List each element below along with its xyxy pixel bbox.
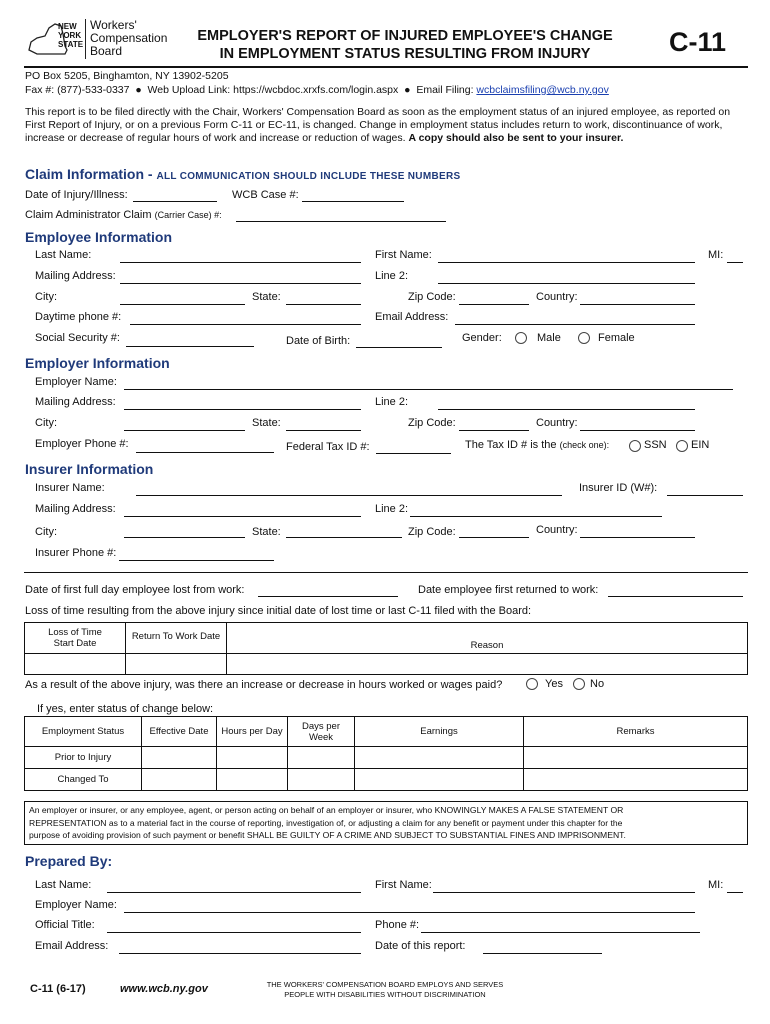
disclaimer-line: REPRESENTATION as to a material fact in the course of reporting, investigation of, or adjusting a claim for any benefit or payment under this chapter for the — [29, 817, 623, 828]
employee-phone-label: Daytime phone #: — [35, 311, 122, 323]
logo-state-line: STATE — [58, 40, 84, 49]
footer-form-code: C-11 (6-17) — [30, 983, 86, 995]
logo-state-line: YORK — [58, 31, 82, 40]
col-loss-start-line1: Loss of Time — [48, 627, 102, 638]
employer-zip-label: Zip Code: — [408, 417, 456, 429]
employee-mailing-field[interactable] — [120, 283, 361, 284]
employer-line2-field[interactable] — [438, 409, 695, 410]
employee-country-label: Country: — [536, 291, 578, 303]
insurer-mailing-field[interactable] — [124, 516, 361, 517]
employee-last-name-label: Last Name: — [35, 249, 92, 261]
employer-name-label: Employer Name: — [35, 376, 117, 388]
prior-hours-cell[interactable] — [217, 747, 288, 769]
claim-section-title — [25, 166, 460, 182]
employer-mailing-field[interactable] — [124, 409, 361, 410]
prior-effective-cell[interactable] — [142, 747, 217, 769]
employee-phone-field[interactable] — [130, 324, 361, 325]
col-earnings: Earnings — [355, 717, 524, 747]
employer-phone-field[interactable] — [136, 452, 274, 453]
employer-country-label: Country: — [536, 417, 578, 429]
insurer-phone-field[interactable] — [119, 560, 274, 561]
date-injury-label: Date of Injury/Illness: — [25, 189, 128, 201]
prepared-email-label: Email Address: — [35, 940, 109, 952]
prepared-phone-field[interactable] — [421, 932, 700, 933]
intro-bold: A copy should also be sent to your insurer. — [408, 132, 624, 144]
employee-ssn-field[interactable] — [126, 346, 254, 347]
col-days-line1: Days per — [301, 720, 340, 732]
insurer-city-field[interactable] — [124, 537, 245, 538]
tax-id-ssn-label: SSN — [644, 439, 667, 451]
row-prior-label: Prior to Injury — [25, 747, 142, 769]
insurer-phone-label: Insurer Phone #: — [35, 547, 117, 559]
change-yes-radio[interactable] — [526, 678, 538, 690]
table-row — [25, 747, 748, 769]
col-return-to-work: Return To Work Date — [126, 623, 227, 654]
employee-zip-label: Zip Code: — [408, 291, 456, 303]
upload-link[interactable]: Web Upload Link: https://wcbdoc.xrxfs.com/login.aspx — [147, 84, 399, 96]
insurer-section-title: Insurer Information — [25, 461, 154, 477]
prepared-first-name-label: First Name: — [375, 879, 432, 891]
change-yes-label: Yes — [545, 678, 563, 690]
intro-paragraph — [25, 106, 747, 145]
employer-line2-label: Line 2: — [375, 396, 409, 408]
if-yes-label: If yes, enter status of change below: — [37, 703, 214, 715]
col-days-per-week — [288, 717, 355, 747]
email-label: Email Filing: — [416, 84, 474, 96]
employer-mailing-label: Mailing Address: — [35, 396, 116, 408]
change-no-label: No — [590, 678, 605, 690]
employee-first-name-label: First Name: — [375, 249, 432, 261]
disclaimer-line: An employer or insurer, or any employee, agent, or person acting on behalf of an employer or insurer, who KNOWINGLY MAKES A FALSE STATEMENT OR — [29, 805, 624, 815]
employee-section-title: Employee Information — [25, 229, 173, 245]
check-one-text: (check one): — [559, 440, 610, 450]
insurer-country-field[interactable] — [580, 537, 695, 538]
prepared-employer-label: Employer Name: — [35, 899, 117, 911]
gender-male-radio[interactable] — [515, 332, 527, 344]
employer-phone-label: Employer Phone #: — [35, 438, 129, 450]
tax-id-ssn-radio[interactable] — [629, 440, 641, 452]
employee-mi-field[interactable] — [727, 262, 743, 263]
employee-line2-label: Line 2: — [375, 270, 409, 282]
hours-change-question: As a result of the above injury, was there an increase or decrease in hours worked or wages paid? — [25, 679, 503, 691]
row-changed-label: Changed To — [25, 769, 142, 791]
employee-line2-field[interactable] — [438, 283, 695, 284]
col-days-line2: Week — [308, 731, 334, 743]
employee-dob-field[interactable] — [356, 347, 442, 348]
bullet: ● — [135, 84, 142, 96]
prepared-mi-field[interactable] — [727, 892, 743, 893]
logo-state-line: NEW — [58, 22, 77, 31]
report-date-label: Date of this report: — [375, 940, 466, 952]
loss-of-time-text: Loss of time resulting from the above injury since initial date of lost time or last C-11 filed with the Board: — [25, 605, 532, 617]
col-employment-status: Employment Status — [25, 717, 142, 747]
employer-name-field[interactable] — [124, 389, 733, 390]
employer-fed-tax-field[interactable] — [376, 453, 451, 454]
email-filing-link[interactable]: wcbclaimsfiling@wcb.ny.gov — [476, 84, 609, 96]
tax-id-ein-label: EIN — [691, 439, 710, 451]
employee-last-name-field[interactable] — [120, 262, 361, 263]
insurer-line2-field[interactable] — [410, 516, 662, 517]
employee-state-field[interactable] — [286, 304, 361, 305]
col-hours-per-day: Hours per Day — [217, 717, 288, 747]
employee-mailing-label: Mailing Address: — [35, 270, 116, 282]
intro-text: This report is to be filed directly with the Chair, Workers' Compensation Board as soon as the employment status of an injured employee, as reported on First Report of Injury, or on a previous Form C-11 or EC-11, is changed. Change in employment status includes return to work, discontinuance of work, increase or decrease of regular hours of work and increase or reduction of wages. — [25, 106, 731, 144]
prepared-phone-label: Phone #: — [375, 919, 420, 931]
fax-number: Fax #: (877)-533-0337 — [25, 84, 130, 96]
prepared-employer-field[interactable] — [124, 912, 695, 913]
col-remarks: Remarks — [524, 717, 748, 747]
prepared-last-name-label: Last Name: — [35, 879, 92, 891]
prepared-first-name-field[interactable] — [433, 892, 695, 893]
official-title-field[interactable] — [107, 932, 361, 933]
admin-claim-field[interactable] — [236, 221, 446, 222]
employee-dob-label: Date of Birth: — [286, 335, 351, 347]
tax-id-ein-radio[interactable] — [676, 440, 688, 452]
prepared-last-name-field[interactable] — [107, 892, 361, 893]
insurer-zip-field[interactable] — [459, 537, 529, 538]
col-loss-start — [25, 623, 126, 654]
employer-city-field[interactable] — [124, 430, 245, 431]
employer-section-title: Employer Information — [25, 355, 170, 371]
contact-line — [25, 84, 609, 96]
insurer-name-label: Insurer Name: — [35, 482, 105, 494]
returned-to-work-field[interactable] — [608, 596, 743, 597]
insurer-id-label: Insurer ID (W#): — [579, 482, 658, 494]
claim-subtitle: ALL COMMUNICATION SHOULD INCLUDE THESE NUMBERS — [156, 171, 461, 182]
gender-female-radio[interactable] — [578, 332, 590, 344]
reason-cell[interactable] — [227, 654, 748, 675]
carrier-case-text: (Carrier Case) #: — [154, 210, 222, 220]
date-injury-field[interactable] — [133, 201, 217, 202]
employer-country-field[interactable] — [580, 430, 695, 431]
employee-email-field[interactable] — [455, 324, 695, 325]
fraud-disclaimer — [24, 801, 748, 845]
insurer-id-field[interactable] — [667, 495, 743, 496]
employee-email-label: Email Address: — [375, 311, 449, 323]
employee-city-label: City: — [35, 291, 57, 303]
prior-earnings-cell[interactable] — [355, 747, 524, 769]
logo-org-line: Board — [90, 44, 123, 58]
insurer-city-label: City: — [35, 526, 57, 538]
form-title-line1: EMPLOYER'S REPORT OF INJURED EMPLOYEE'S CHANGE — [197, 28, 613, 44]
bullet: ● — [404, 84, 411, 96]
employee-first-name-field[interactable] — [438, 262, 695, 263]
col-loss-start-line2: Start Date — [53, 638, 97, 649]
disclaimer-line: purpose of avoiding provision of such payment or benefit SHALL BE GUILTY OF A CRIME AND SUBJECT TO SUBSTANTIAL FINES AND IMPRISONMENT. — [29, 830, 626, 840]
claim-title: Claim Information - — [25, 166, 157, 182]
changed-days-cell[interactable] — [288, 769, 355, 791]
table-row — [25, 769, 748, 791]
admin-claim-label — [25, 209, 222, 221]
changed-earnings-cell[interactable] — [355, 769, 524, 791]
form-title — [170, 27, 640, 63]
admin-claim-text: Claim Administrator Claim — [25, 209, 152, 221]
insurer-mailing-label: Mailing Address: — [35, 503, 116, 515]
footer-website[interactable]: www.wcb.ny.gov — [120, 983, 208, 995]
tax-id-type-label — [465, 439, 609, 451]
gender-male-label: Male — [537, 332, 561, 344]
footer-notice-line: THE WORKERS' COMPENSATION BOARD EMPLOYS AND SERVES — [266, 980, 504, 989]
report-date-field[interactable] — [483, 953, 602, 954]
insurer-state-label: State: — [252, 526, 281, 538]
employee-gender-label: Gender: — [462, 332, 502, 344]
employer-state-field[interactable] — [286, 430, 361, 431]
insurer-line2-label: Line 2: — [375, 503, 409, 515]
employer-fed-tax-label: Federal Tax ID #: — [286, 441, 370, 453]
footer-notice — [255, 980, 515, 1000]
official-title-label: Official Title: — [35, 919, 95, 931]
status-change-table — [24, 716, 748, 791]
employee-ssn-label: Social Security #: — [35, 332, 120, 344]
prior-remarks-cell[interactable] — [524, 747, 748, 769]
employee-country-field[interactable] — [580, 304, 695, 305]
form-title-line2: IN EMPLOYMENT STATUS RESULTING FROM INJURY — [219, 46, 591, 62]
board-address: PO Box 5205, Binghamton, NY 13902-5205 — [25, 70, 229, 82]
footer-notice-line: PEOPLE WITH DISABILITIES WITHOUT DISCRIMINATION — [284, 990, 486, 999]
change-no-radio[interactable] — [573, 678, 585, 690]
first-day-lost-field[interactable] — [258, 596, 398, 597]
employer-state-label: State: — [252, 417, 281, 429]
changed-remarks-cell[interactable] — [524, 769, 748, 791]
changed-effective-cell[interactable] — [142, 769, 217, 791]
prior-days-cell[interactable] — [288, 747, 355, 769]
loss-start-cell[interactable] — [25, 654, 126, 675]
first-day-lost-label: Date of first full day employee lost from work: — [25, 584, 245, 596]
employer-city-label: City: — [35, 417, 57, 429]
return-to-work-cell[interactable] — [126, 654, 227, 675]
employee-city-field[interactable] — [120, 304, 245, 305]
returned-to-work-label: Date employee first returned to work: — [418, 584, 599, 596]
wcb-case-field[interactable] — [302, 201, 404, 202]
col-reason: Reason — [227, 623, 748, 654]
gender-female-label: Female — [598, 332, 635, 344]
tax-id-is-text: The Tax ID # is the — [465, 439, 557, 451]
form-code: C-11 — [669, 27, 727, 57]
employee-mi-label: MI: — [708, 249, 724, 261]
employee-zip-field[interactable] — [459, 304, 529, 305]
prepared-email-field[interactable] — [119, 953, 361, 954]
changed-hours-cell[interactable] — [217, 769, 288, 791]
employee-state-label: State: — [252, 291, 281, 303]
col-effective-date: Effective Date — [142, 717, 217, 747]
loss-of-time-table — [24, 622, 748, 675]
logo-org-line: Workers' — [90, 18, 137, 32]
wcb-case-label: WCB Case #: — [232, 189, 299, 201]
insurer-country-label: Country: — [536, 524, 578, 536]
employer-zip-field[interactable] — [459, 430, 529, 431]
section-divider — [24, 572, 748, 573]
insurer-zip-label: Zip Code: — [408, 526, 456, 538]
logo-org-line: Compensation — [90, 31, 168, 45]
prepared-section-title: Prepared By: — [25, 853, 113, 869]
prepared-mi-label: MI: — [708, 879, 724, 891]
insurer-name-field[interactable] — [136, 495, 562, 496]
insurer-state-field[interactable] — [286, 537, 402, 538]
